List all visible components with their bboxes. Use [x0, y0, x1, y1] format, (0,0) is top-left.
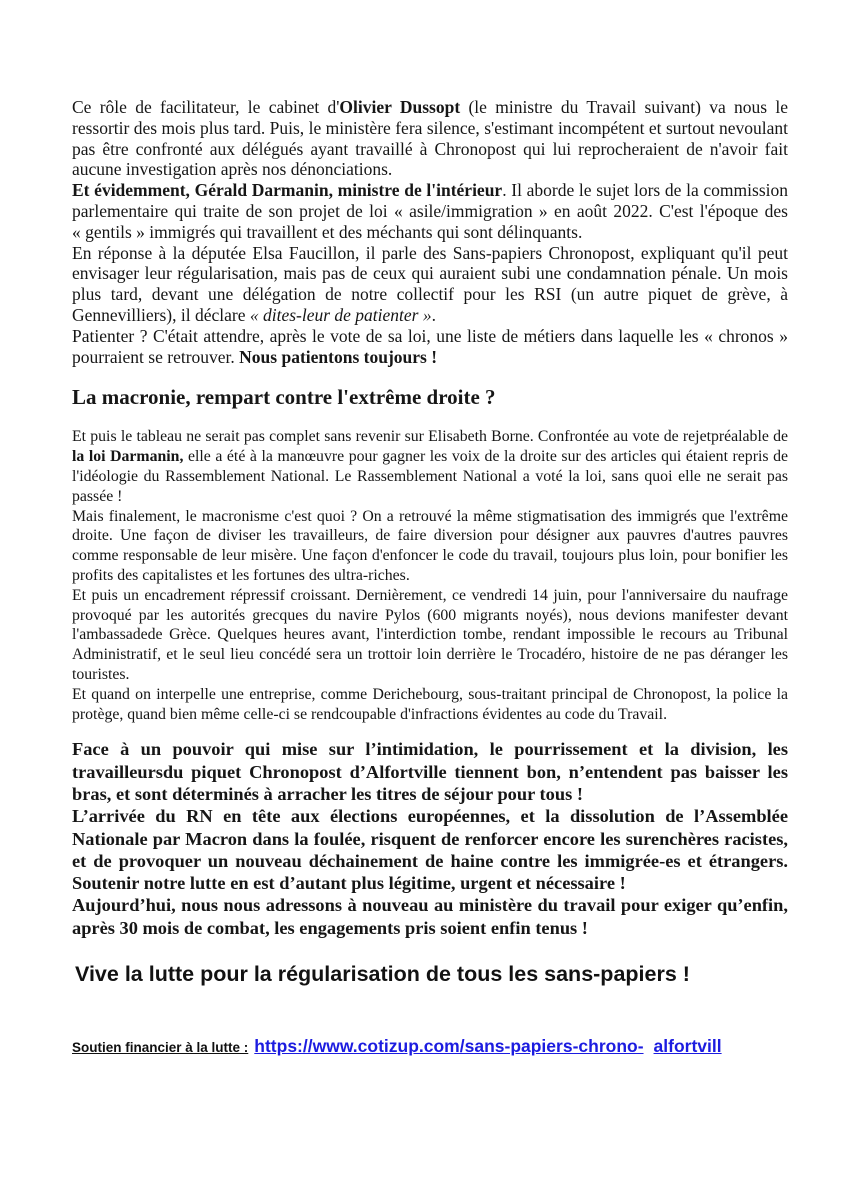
paragraph-darmanin: [72, 180, 788, 242]
text-run: . Il aborde le sujet lors de la commission parlementaire qui traite de son projet de loi « asile/immigration » en août 2022. C'est l'époque des « gentils » immigrés qui travaillent et des méchants qui sont délinquants.: [72, 180, 788, 242]
intro-section: [72, 97, 788, 367]
text-run: Patienter ? C'était attendre, après le vote de sa loi, une liste de métiers dans laquelle les « chronos » pourraient se retrouver.: [72, 325, 788, 367]
paragraph-pylos: Et puis un encadrement répressif croissant. Dernièrement, ce vendredi 14 juin, pour l'anniversaire du naufrage provoqué par les autorités grecques du navire Pylos (600 migrants noyés), nous devions manifester devant l'ambassadede Grèce. Quelques heures avant, l'interdiction tombe, rendant impossible le recours au Tribunal Administratif, et le seul lieu concédé sera un trottoir loin derrière le Trocadéro, histoire de ne pas déranger les touristes.: [72, 586, 788, 683]
text-run: elle a été à la manœuvre pour gagner les voix de la droite sur des articles qui étaient repris de l'idéologie du Rassemblement National. Le Rassemblement National a voté la loi, sans quoi elle ne serait pas passée !: [72, 448, 788, 505]
text-run: En réponse à la députée Elsa Faucillon, il parle des Sans-papiers Chronopost, expliquant qu'il peut envisager leur régularisation, mais pas de ceux qui auraient subi une condamnation pénale. Un mois plus tard, devant une délégation de notre collectif pour les RSI (un autre piquet de grève, à Gennevilliers), il déclare: [72, 242, 788, 325]
document-page: [72, 97, 788, 1057]
appeal-section: [72, 738, 788, 939]
bold-loi-darmanin: la loi Darmanin,: [72, 448, 184, 466]
paragraph-rn-elections: L’arrivée du RN en tête aux élections européennes, et la dissolution de l’Assemblée Nationale par Macron dans la foulée, risquent de renforcer encore les surenchères racistes, et de provoquer un nouveau déchainement de haine contre les immigrée-es et étrangers. Soutenir notre lutte en est d’autant plus légitime, urgent et nécessaire !: [72, 806, 788, 894]
italic-quote-patienter: « dites-leur de patienter »: [249, 304, 432, 325]
text-run: .: [431, 304, 436, 325]
paragraph-macronisme: Mais finalement, le macronisme c'est quoi ? On a retrouvé la même stigmatisation des immigrés que l'extrême droite. Une façon de diviser les travailleurs, de faire diversion pour désigner aux pauvres d'autres pauvres comme responsable de leur misère. Une façon d'enfoncer le code du travail, toujours plus loin, pour bonifier les profits des capitalistes et les fortunes des ultra-riches.: [72, 507, 788, 584]
paragraph-derichebourg: Et quand on interpelle une entreprise, comme Derichebourg, sous-traitant principal de Chronopost, la police la protège, quand bien même celle-ci se rendcoupable d'infractions évidentes au code du Travail.: [72, 685, 788, 723]
text-run: Ce rôle de facilitateur, le cabinet d': [72, 97, 340, 117]
paragraph-dussopt: [72, 97, 788, 180]
text-run: Et puis le tableau ne serait pas complet sans revenir sur Elisabeth Borne. Confrontée au vote de rejetpréalable de: [72, 428, 788, 446]
analysis-section: [72, 427, 788, 724]
paragraph-ministere-travail: Aujourd’hui, nous nous adressons à nouveau au ministère du travail pour exiger qu’enfin, après 30 mois de combat, les engagements pris soient enfin tenus !: [72, 895, 788, 938]
bold-olivier-dussopt: Olivier Dussopt: [339, 97, 461, 117]
section-heading-macronie: La macronie, rempart contre l'extrême droite ?: [72, 385, 496, 410]
support-line: [72, 1036, 788, 1057]
paragraph-faucillon: [72, 243, 788, 326]
support-link-cotizup[interactable]: https://www.cotizup.com/sans-papiers-chrono-: [254, 1035, 644, 1056]
paragraph-borne: [72, 427, 788, 506]
bold-gerald-darmanin: Et évidemment, Gérald Darmanin, ministre de l'intérieur: [72, 180, 503, 201]
support-label: Soutien financier à la lutte :: [72, 1039, 249, 1055]
paragraph-face-au-pouvoir: Face à un pouvoir qui mise sur l’intimidation, le pourrissement et la division, les travailleursdu piquet Chronopost d’Alfortville tiennent bon, n’entendent pas baisser les bras, et sont déterminés à arracher les titres de séjour pour tous !: [72, 739, 788, 804]
support-link-alfortville[interactable]: alfortvill: [653, 1035, 722, 1056]
text-run: (le ministre du Travail suivant) va nous le ressortir des mois plus tard. Puis, le ministère fera silence, s'estimant incompétent et surtout nevoulant pas être confronté aux délégués ayant travaillé à Chronopost qui lui reprocheraient de n'avoir fait aucune investigation après nos dénonciations.: [72, 97, 788, 180]
bold-nous-patientons: Nous patientons toujours !: [239, 346, 438, 367]
slogan-line: Vive la lutte pour la régularisation de tous les sans-papiers !: [75, 961, 690, 986]
paragraph-patienter: [72, 326, 788, 368]
